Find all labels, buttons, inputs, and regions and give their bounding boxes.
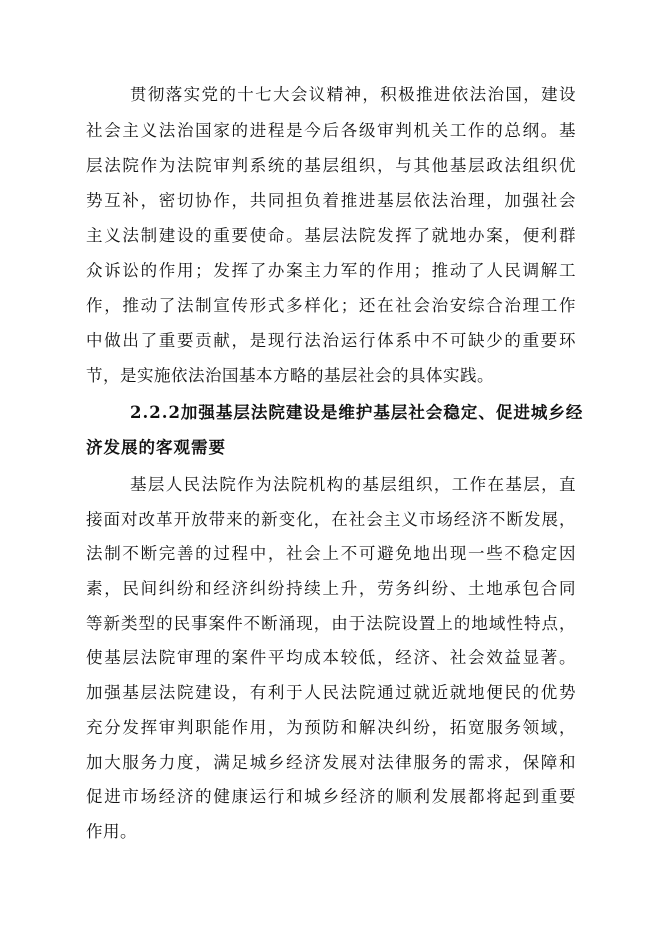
- paragraph-2-line-7: 加强基层法院建设，有利于人民法院通过就近就地便民的优势: [86, 683, 576, 702]
- paragraph-2-line-6: 使基层法院审理的案件平均成本较低，经济、社会效益显著。: [86, 648, 576, 667]
- paragraph-2-line-1: 基层人民法院作为法院机构的基层组织，工作在基层，直: [130, 475, 576, 494]
- paragraph-2-line-11: 作用。: [86, 822, 137, 841]
- paragraph-1-line-4: 势互补，密切协作，共同担负着推进基层依法治理，加强社会: [86, 191, 576, 210]
- paragraph-1-line-2: 社会主义法治国家的进程是今后各级审判机关工作的总纲。基: [86, 121, 576, 140]
- section-heading-line-2: 济发展的客观需要: [86, 438, 226, 457]
- paragraph-2-line-10: 促进市场经济的健康运行和城乡经济的顺利发展都将起到重要: [86, 787, 576, 806]
- paragraph-1-line-6: 众诉讼的作用；发挥了办案主力军的作用；推动了人民调解工: [86, 261, 576, 280]
- paragraph-1-line-8: 中做出了重要贡献，是现行法治运行体系中不可缺少的重要环: [86, 331, 576, 350]
- paragraph-1-line-3: 层法院作为法院审判系统的基层组织，与其他基层政法组织优: [86, 156, 576, 175]
- paragraph-1-line-7: 作，推动了法制宣传形式多样化；还在社会治安综合治理工作: [86, 296, 576, 315]
- paragraph-2-line-9: 加大服务力度，满足城乡经济发展对法律服务的需求，保障和: [86, 753, 576, 772]
- section-heading-line-1: 2.2.2加强基层法院建设是维护基层社会稳定、促进城乡经: [130, 403, 584, 422]
- paragraph-2-line-3: 法制不断完善的过程中，社会上不可避免地出现一些不稳定因: [86, 544, 576, 563]
- paragraph-2-line-4: 素，民间纠纷和经济纠纷持续上升，劳务纠纷、土地承包合同: [86, 579, 576, 598]
- paragraph-2-line-5: 等新类型的民事案件不断涌现，由于法院设置上的地域性特点，: [86, 614, 576, 633]
- paragraph-1-line-1: 贯彻落实党的十七大会议精神，积极推进依法治国，建设: [130, 85, 576, 104]
- paragraph-2-line-8: 充分发挥审判职能作用，为预防和解决纠纷，拓宽服务领域，: [86, 718, 576, 737]
- paragraph-1-line-5: 主义法制建设的重要使命。基层法院发挥了就地办案，便利群: [86, 226, 576, 245]
- paragraph-1-line-9: 节，是实施依法治国基本方略的基层社会的具体实践。: [86, 366, 494, 385]
- paragraph-2-line-2: 接面对改革开放带来的新变化，在社会主义市场经济不断发展，: [86, 510, 576, 529]
